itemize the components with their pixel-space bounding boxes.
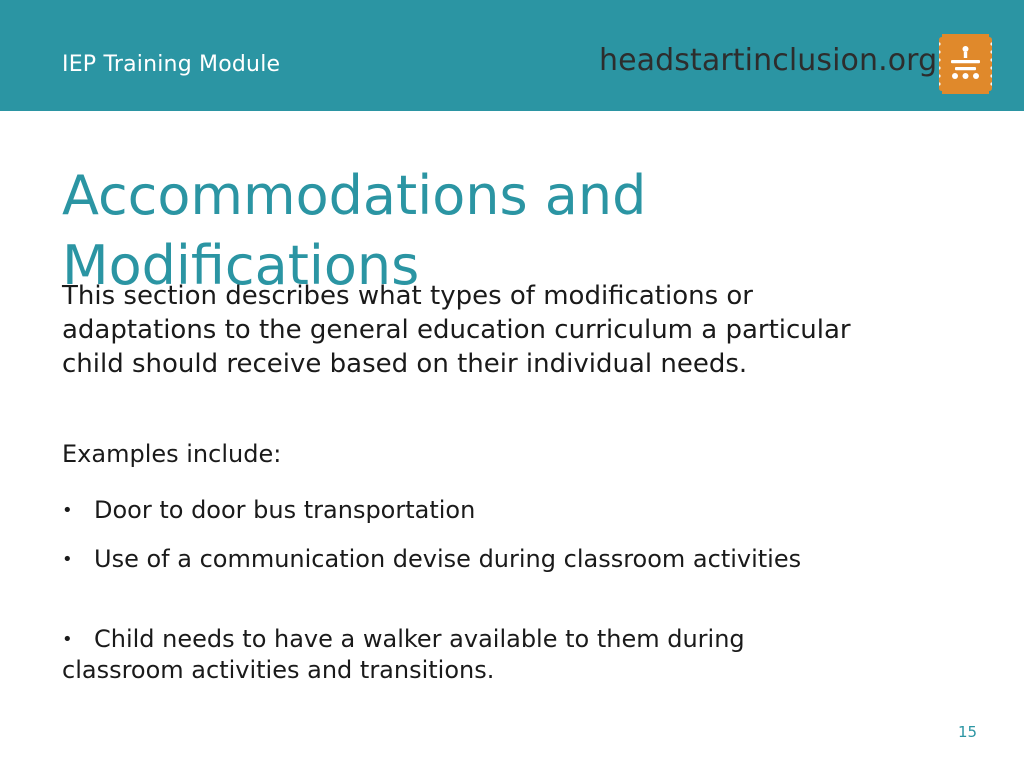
list-item-text: Child needs to have a walker available to them during classroom activities and transitions. <box>62 625 745 684</box>
module-title: IEP Training Module <box>62 52 281 77</box>
bullet-icon: • <box>62 549 73 570</box>
list-item-text: Door to door bus transportation <box>94 496 476 524</box>
site-name: headstartinclusion.org <box>599 43 938 78</box>
list-item <box>62 544 822 575</box>
header-banner <box>0 0 1024 111</box>
list-item <box>62 624 822 686</box>
headstart-logo-icon <box>939 34 992 94</box>
page-number: 15 <box>958 723 978 741</box>
list-item <box>62 495 822 526</box>
list-item-text: Use of a communication devise during classroom activities <box>94 545 802 573</box>
examples-label: Examples include: <box>62 440 282 468</box>
section-description: This section describes what types of modifications or adaptations to the general education curriculum a particular child should receive based on their individual needs. <box>62 281 851 379</box>
bullet-icon: • <box>62 629 73 650</box>
bullet-icon: • <box>62 500 73 521</box>
slide-title: Accommodations and Modifications <box>62 164 647 297</box>
